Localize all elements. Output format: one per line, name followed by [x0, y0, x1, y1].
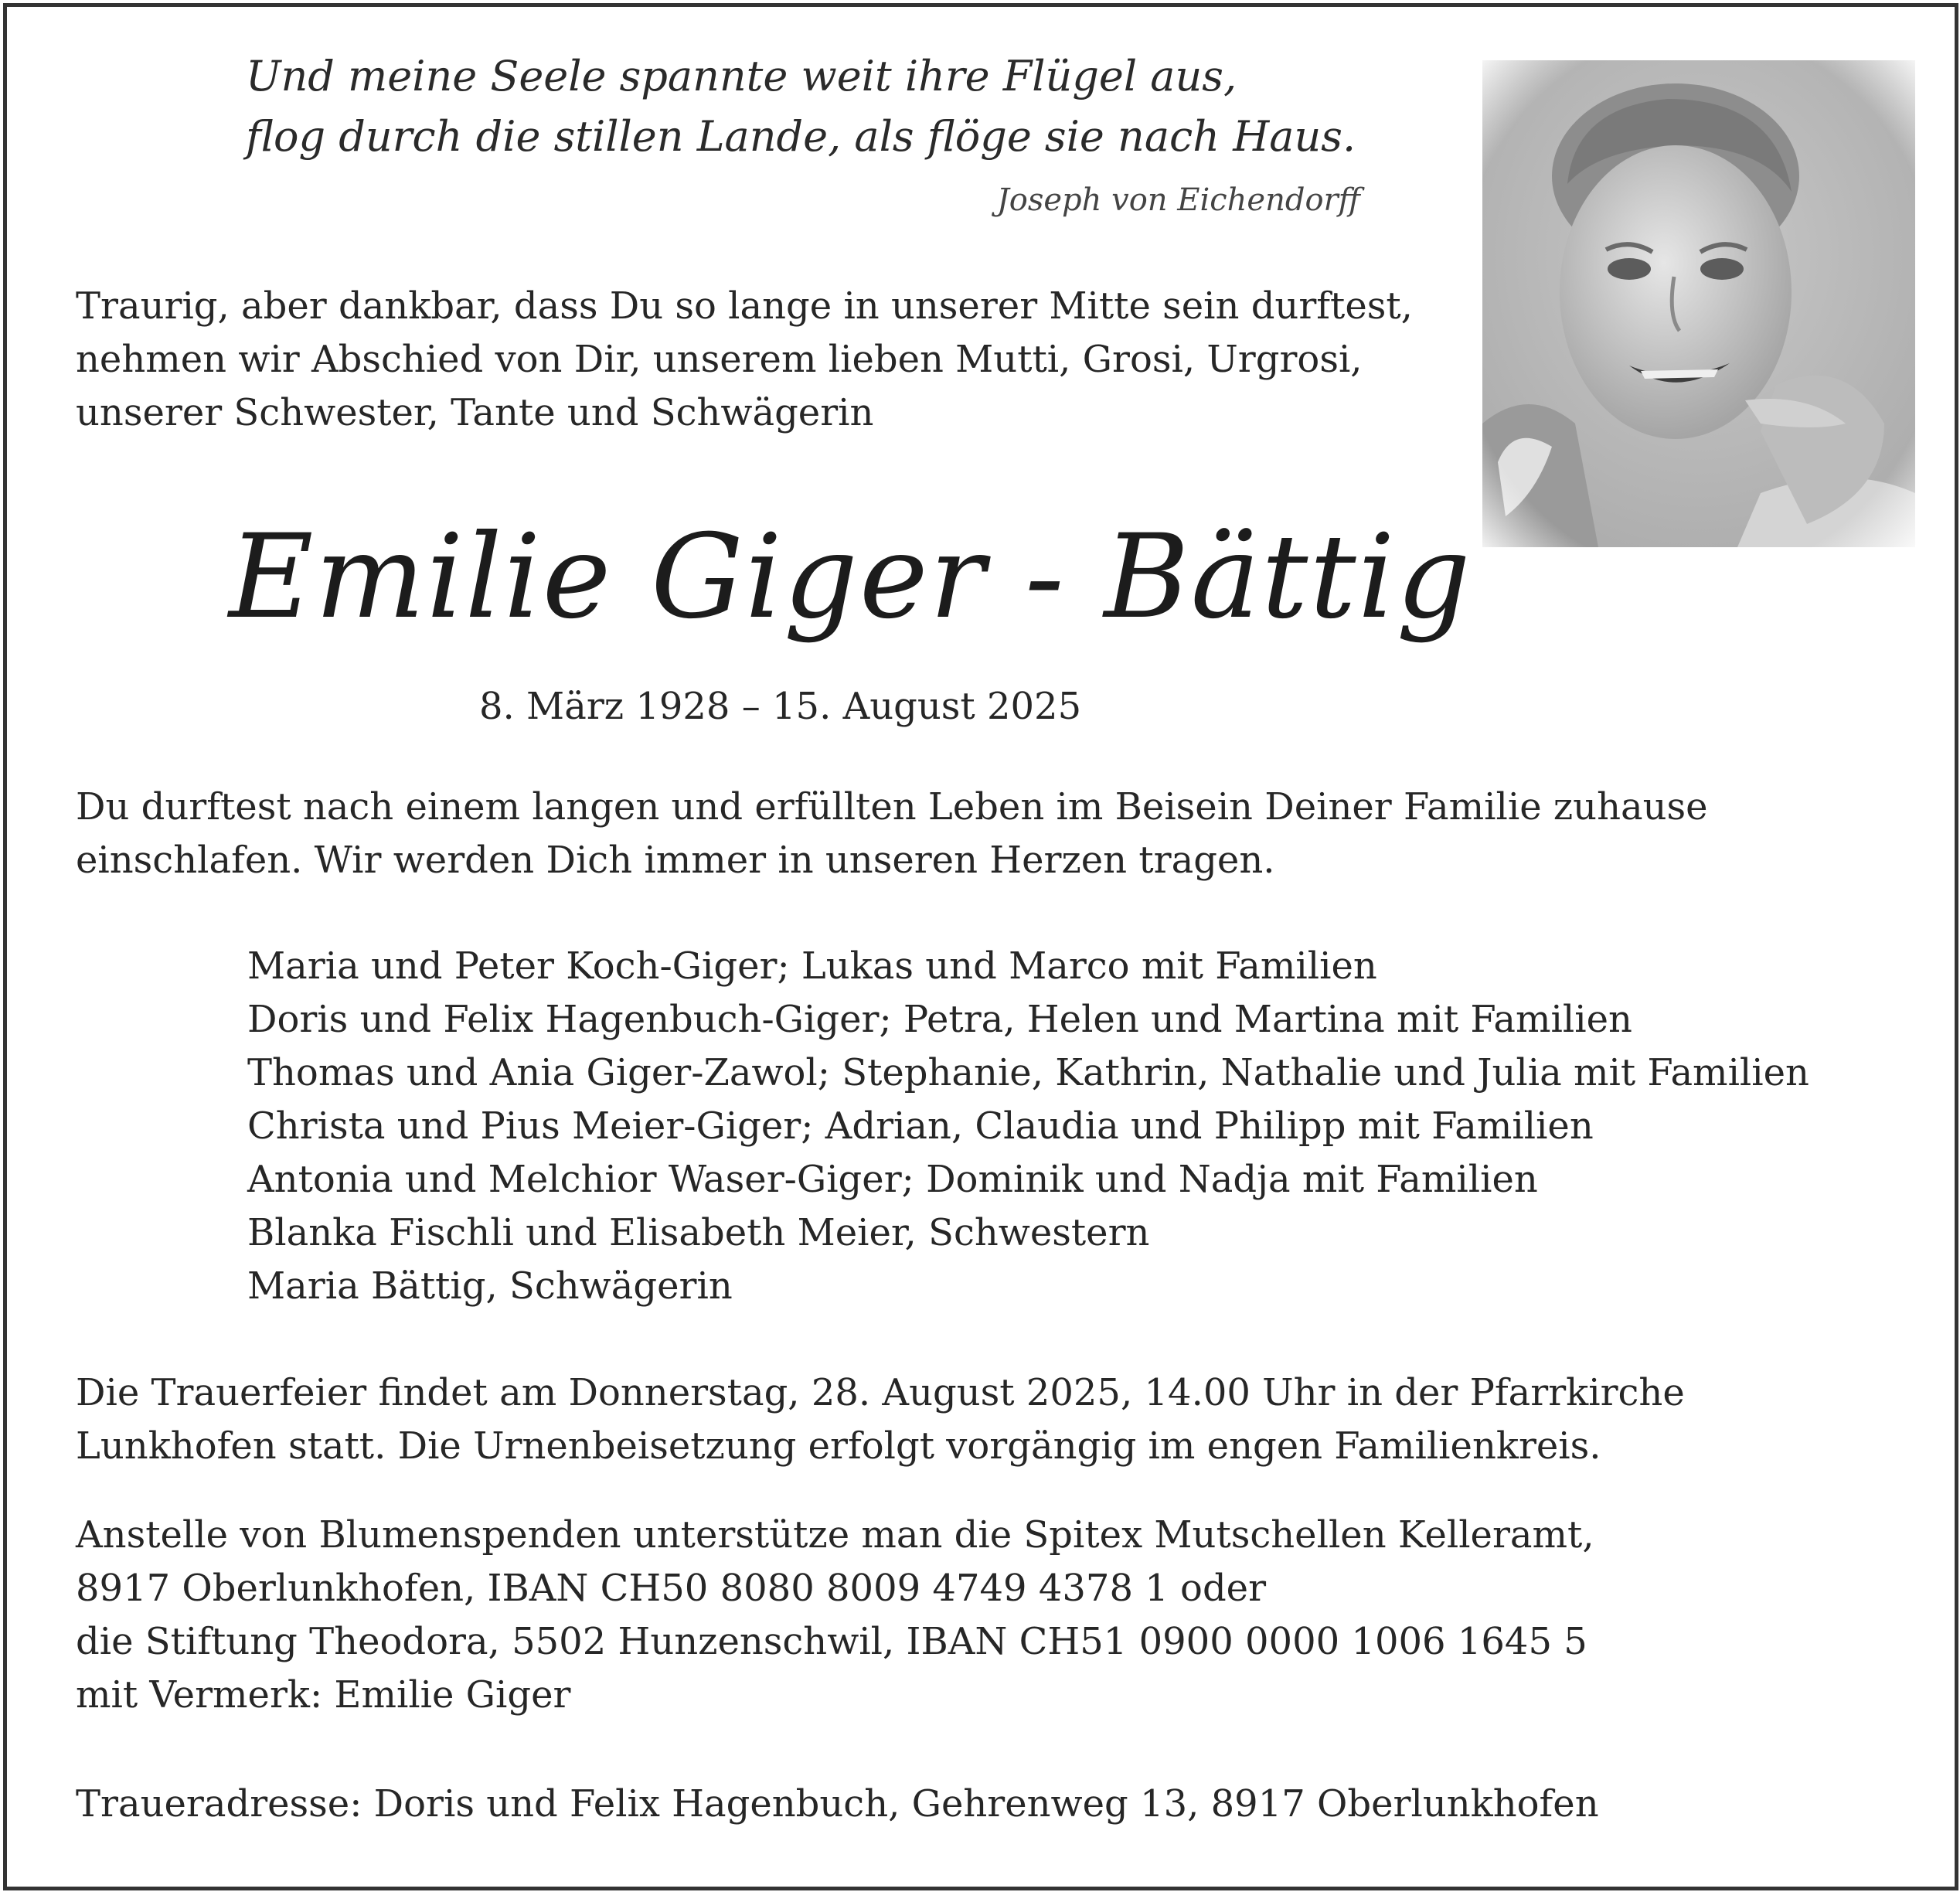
mourning-address: [76, 1778, 1599, 1831]
poem-quote: [246, 46, 1356, 167]
deceased-name: Emilie Giger - Bättig: [229, 510, 1472, 645]
portrait-image: [1482, 60, 1915, 547]
address-line: Traueradresse: Doris und Felix Hagenbuch, Gehrenweg 13, 8917 Oberlunkhofen: [76, 1782, 1599, 1826]
quote-author: Joseph von Eichendorff: [996, 182, 1360, 218]
family-entry: Blanka Fischli und Elisabeth Meier, Schwestern: [247, 1211, 1150, 1254]
family-entry: Maria Bättig, Schwägerin: [247, 1264, 733, 1308]
service-line: Die Trauerfeier findet am Donnerstag, 28. August 2025, 14.00 Uhr in der Pfarrkirche: [76, 1371, 1685, 1414]
intro-line: unserer Schwester, Tante und Schwägerin: [76, 391, 874, 434]
quote-line: Und meine Seele spannte weit ihre Flügel aus,: [246, 52, 1237, 100]
service-paragraph: [76, 1366, 1685, 1473]
portrait-photo: [1482, 60, 1915, 547]
donation-line: die Stiftung Theodora, 5502 Hunzenschwil, IBAN CH51 0900 0000 1006 1645 5: [76, 1620, 1587, 1663]
intro-paragraph: [76, 280, 1413, 440]
family-entry: Thomas und Ania Giger-Zawol; Stephanie, Kathrin, Nathalie und Julia mit Familien: [247, 1051, 1809, 1094]
donation-line: mit Vermerk: Emilie Giger: [76, 1673, 571, 1717]
intro-line: nehmen wir Abschied von Dir, unserem lieben Mutti, Grosi, Urgrosi,: [76, 338, 1363, 381]
quote-line: flog durch die stillen Lande, als flöge sie nach Haus.: [246, 112, 1356, 161]
donation-line: 8917 Oberlunkhofen, IBAN CH50 8080 8009 4749 4378 1 oder: [76, 1567, 1267, 1610]
family-entry: Doris und Felix Hagenbuch-Giger; Petra, Helen und Martina mit Familien: [247, 998, 1632, 1041]
family-list: [247, 940, 1809, 1313]
family-entry: Maria und Peter Koch-Giger; Lukas und Marco mit Familien: [247, 944, 1377, 988]
family-entry: Christa und Pius Meier-Giger; Adrian, Claudia und Philipp mit Familien: [247, 1104, 1594, 1148]
farewell-line: Du durftest nach einem langen und erfüllten Leben im Beisein Deiner Familie zuhause: [76, 785, 1708, 829]
service-line: Lunkhofen statt. Die Urnenbeisetzung erfolgt vorgängig im engen Familienkreis.: [76, 1424, 1601, 1468]
intro-line: Traurig, aber dankbar, dass Du so lange in unserer Mitte sein durftest,: [76, 284, 1413, 328]
donation-line: Anstelle von Blumenspenden unterstütze man die Spitex Mutschellen Kelleramt,: [76, 1513, 1594, 1557]
donation-paragraph: [76, 1509, 1594, 1722]
farewell-paragraph: [76, 781, 1708, 887]
farewell-line: einschlafen. Wir werden Dich immer in unseren Herzen tragen.: [76, 839, 1275, 882]
family-entry: Antonia und Melchior Waser-Giger; Dominik und Nadja mit Familien: [247, 1158, 1538, 1201]
life-dates: 8. März 1928 – 15. August 2025: [479, 685, 1082, 728]
